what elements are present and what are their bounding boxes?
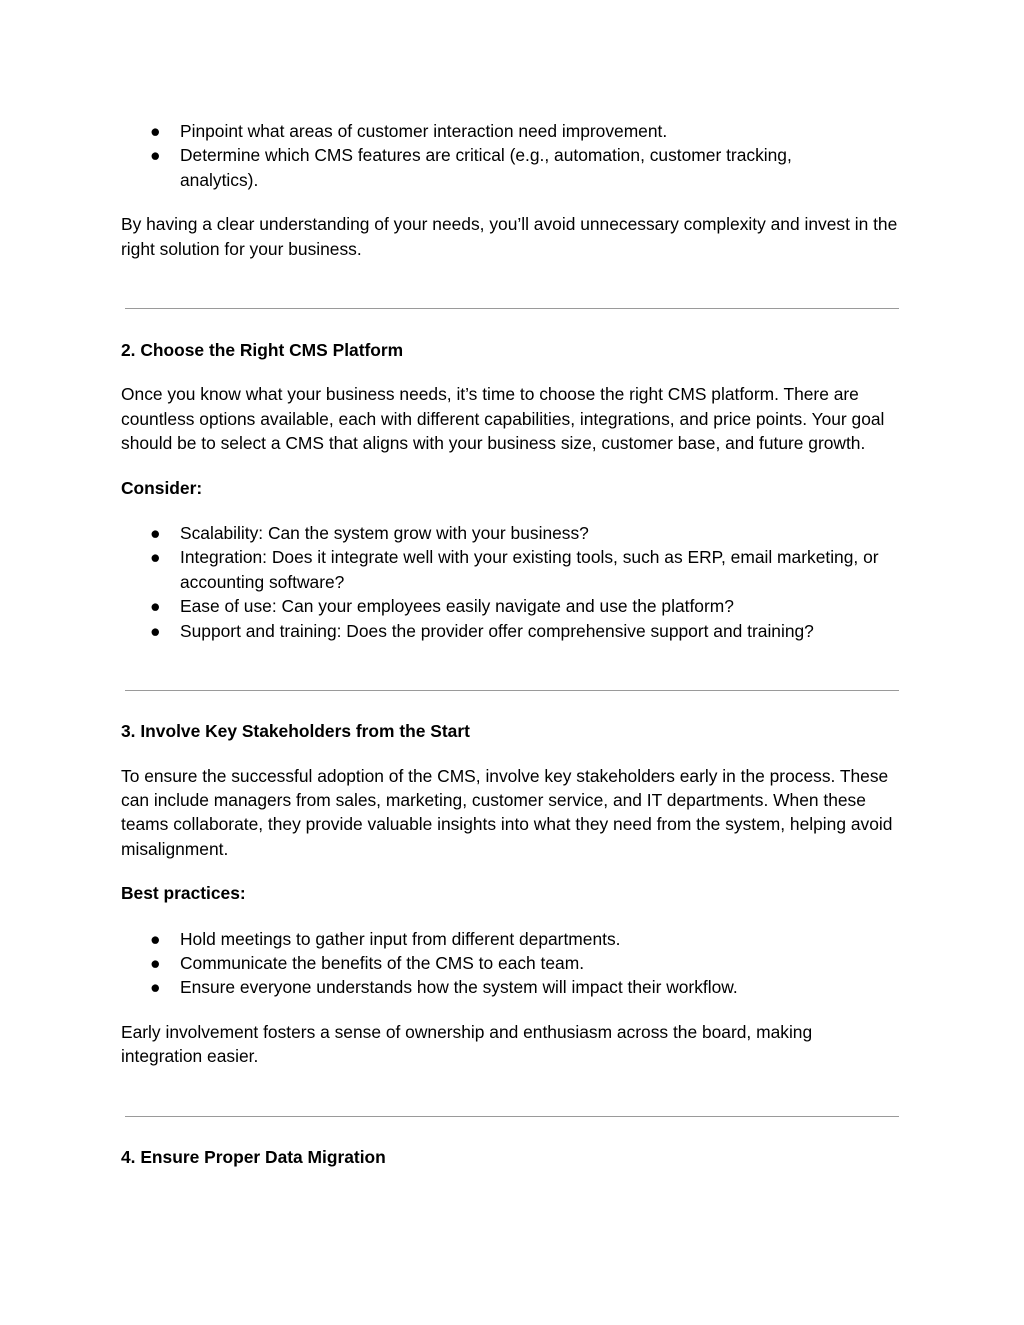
list-item-text: Communicate the benefits of the CMS to each team. bbox=[180, 952, 585, 973]
list-item bbox=[121, 619, 906, 643]
bullet-icon: ● bbox=[150, 596, 161, 617]
list-item-text: Scalability: Can the system grow with your business? bbox=[180, 523, 589, 544]
list-item bbox=[121, 521, 906, 545]
list-item-text: Ensure everyone understands how the system will impact their workflow. bbox=[180, 977, 738, 998]
bullet-icon: ● bbox=[150, 620, 161, 641]
section-subheading: Best practices: bbox=[121, 883, 246, 904]
section-divider bbox=[125, 1116, 899, 1117]
section-subheading: Consider: bbox=[121, 477, 203, 498]
list-item-text: Ease of use: Can your employees easily navigate and use the platform? bbox=[180, 596, 734, 617]
bullet-icon: ● bbox=[150, 977, 161, 998]
list-item bbox=[121, 951, 906, 975]
bullet-icon: ● bbox=[150, 145, 161, 166]
section-paragraph: To ensure the successful adoption of the CMS, involve key stakeholders early in the process. These can include managers from sales, marketing, customer service, and IT departments. When these teams collaborate, they provide valuable insights into what they need from the system, helping avoid misalignment. bbox=[121, 765, 893, 859]
section-paragraph: Once you know what your business needs, it’s time to choose the right CMS platform. There are countless options available, each with different capabilities, integrations, and price points. Your goal should be to select a CMS that aligns with your business size, customer base, and future growth. bbox=[121, 384, 885, 454]
list-item bbox=[121, 119, 906, 143]
best-practices-bullet-list bbox=[121, 927, 906, 1000]
list-item-text: Pinpoint what areas of customer interaction need improvement. bbox=[180, 121, 668, 141]
bullet-icon: ● bbox=[150, 928, 161, 949]
list-item bbox=[121, 545, 906, 594]
intro-paragraph: By having a clear understanding of your needs, you’ll avoid unnecessary complexity and invest in the right solution for your business. bbox=[121, 214, 898, 259]
section-heading: 4. Ensure Proper Data Migration bbox=[121, 1146, 386, 1167]
section-divider bbox=[125, 690, 899, 691]
bullet-icon: ● bbox=[150, 121, 161, 141]
section-divider bbox=[125, 308, 899, 309]
list-item bbox=[121, 594, 906, 618]
bullet-icon: ● bbox=[150, 547, 161, 568]
consider-bullet-list bbox=[121, 521, 906, 643]
list-item bbox=[121, 927, 906, 951]
bullet-icon: ● bbox=[150, 952, 161, 973]
section-closing-paragraph: Early involvement fosters a sense of ownership and enthusiasm across the board, making integration easier. bbox=[121, 1021, 813, 1067]
list-item bbox=[121, 975, 906, 999]
section-heading: 2. Choose the Right CMS Platform bbox=[121, 340, 404, 361]
document-page bbox=[121, 118, 906, 1169]
list-item-text: Hold meetings to gather input from different departments. bbox=[180, 928, 621, 949]
list-item bbox=[121, 143, 906, 192]
intro-bullet-list bbox=[121, 119, 906, 192]
list-item-text: Integration: Does it integrate well with your existing tools, such as ERP, email marketing, or accounting software? bbox=[180, 547, 879, 592]
list-item-text: Support and training: Does the provider offer comprehensive support and training? bbox=[180, 620, 814, 641]
bullet-icon: ● bbox=[150, 523, 161, 544]
section-heading: 3. Involve Key Stakeholders from the Start bbox=[121, 721, 470, 742]
list-item-text: Determine which CMS features are critical (e.g., automation, customer tracking, analytics). bbox=[180, 145, 792, 190]
